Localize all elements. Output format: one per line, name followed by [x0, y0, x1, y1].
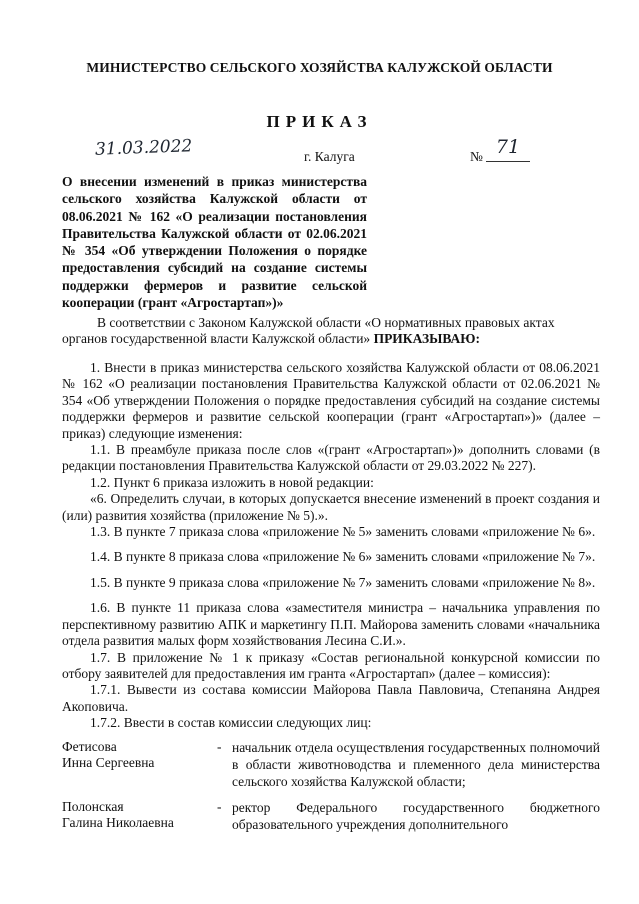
preamble — [62, 315, 600, 348]
paragraph-1-7-1: 1.7.1. Вывести из состава комиссии Майорова Павла Павловича, Степаняна Андрея Акоповича. — [62, 682, 600, 714]
preamble-line-1: В соответствии с Законом Калужской области «О нормативных правовых актах — [97, 315, 555, 330]
member-2-position: ректор Федерального государственного бюджетного образовательного учреждения дополнительного — [232, 800, 600, 832]
member-2-given-name: Галина Николаевна — [62, 815, 174, 831]
preamble-line-2-text: органов государственной власти Калужской области» — [62, 331, 371, 347]
member-1-dash: - — [217, 739, 222, 754]
number-sign: № — [470, 149, 483, 164]
ministry-name: МИНИСТЕРСТВО СЕЛЬСКОГО ХОЗЯЙСТВА КАЛУЖСКОЙ ОБЛАСТИ — [86, 60, 553, 75]
order-subject: О внесении изменений в приказ министерства сельского хозяйства Калужской области от 08.06.2021 № 162 «О реализации постановления Правительства Калужской области от 02.06.2021 № 354 «Об утверждении Положения о порядке предоставления субсидий на создание системы поддержки фермеров и развитие сельской кооперации (грант «Агростартап»)» — [62, 174, 367, 311]
handwritten-number: 71 — [495, 136, 521, 158]
city: г. Калуга — [304, 149, 355, 164]
order-keyword: ПРИКАЗЫВАЮ: — [373, 331, 480, 347]
paragraph-1-5: 1.5. В пункте 9 приказа слова «приложение № 7» заменить словами «приложение № 8». — [90, 574, 596, 590]
preamble-line-2 — [62, 331, 600, 347]
document-title: ПРИКАЗ — [266, 112, 373, 131]
paragraph-1-2-text: «6. Определить случаи, в которых допускается внесение изменений в проект создания и (или) развития хозяйства (приложение № 5).». — [62, 491, 600, 523]
paragraph-1: 1. Внести в приказ министерства сельского хозяйства Калужской области от 08.06.2021 № 162 «О реализации постановления Правительства Калужской области от 02.06.2021 № 354 «Об утверждении Положения о порядке предоставления субсидий на создание системы поддержки фермеров и развитие сельской кооперации (грант «Агростартап»)» (далее – приказ) следующие изменения: — [62, 360, 600, 441]
member-1-surname: Фетисова — [62, 739, 117, 754]
paragraph-1-2: 1.2. Пункт 6 приказа изложить в новой редакции: — [90, 474, 374, 490]
paragraph-1-1: 1.1. В преамбуле приказа после слов «(грант «Агростартап»)» дополнить словами (в редакции постановления Правительства Калужской области от 29.03.2022 № 227). — [62, 442, 600, 474]
paragraph-1-7-2: 1.7.2. Ввести в состав комиссии следующих лиц: — [90, 715, 372, 731]
number-underline — [486, 161, 530, 162]
paragraph-1-7: 1.7. В приложение № 1 к приказу «Состав региональной конкурсной комиссии по отбору заявителей для предоставления им гранта «Агростартап» (далее – комиссия): — [62, 649, 600, 681]
paragraph-1-4: 1.4. В пункте 8 приказа слова «приложение № 6» заменить словами «приложение № 7». — [90, 549, 596, 565]
order-body — [62, 360, 600, 732]
paragraph-1-6: 1.6. В пункте 11 приказа слова «заместителя министра – начальника управления по перспективному развитию АПК и маркетингу П.П. Майорова заменить словами «начальника отдела развития малых форм хозяйствования Лесина С.И.». — [62, 600, 600, 649]
paragraph-1-3: 1.3. В пункте 7 приказа слова «приложение № 5» заменить словами «приложение № 6». — [90, 524, 596, 540]
member-1-given-name: Инна Сергеевна — [62, 755, 155, 771]
member-2-surname: Полонская — [62, 799, 124, 814]
member-2-dash: - — [217, 799, 222, 814]
handwritten-date: 31.03.2022 — [94, 136, 193, 160]
member-1-position: начальник отдела осуществления государственных полномочий в области животноводства и племенного дела министерства сельского хозяйства Калужской области; — [232, 740, 600, 789]
member-1-name — [62, 739, 154, 772]
member-2-name — [62, 799, 174, 832]
